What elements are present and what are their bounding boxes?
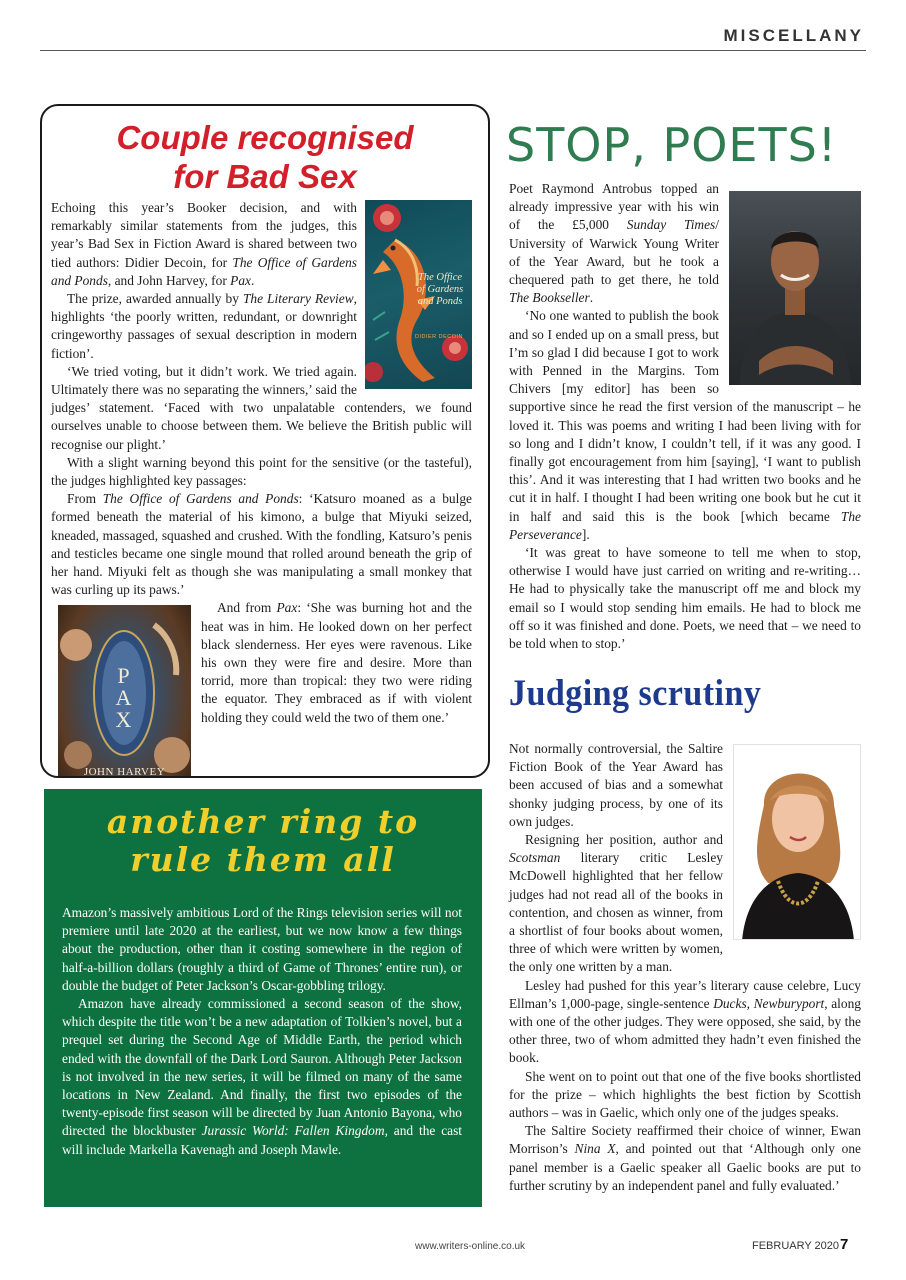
raymond-antrobus-photo	[729, 191, 861, 385]
poets-title: STOP, POETS!	[506, 118, 838, 172]
poets-p3: ‘It was great to have someone to tell me when to stop, otherwise I would have just carried on writing and re-writing… He had to physically take the manuscript off me and block my email so I would stop sending him emails. He had to block me off so it was finished and done. Poets, we need that – we need to be told when to stop.’	[509, 545, 861, 652]
poets-article	[509, 180, 861, 653]
ring-title	[44, 803, 482, 879]
poets-p2-end: ].	[581, 526, 590, 542]
poets-p1: Poet Raymond Antrobus topped an already impressive year with his win of the £5,000	[509, 181, 719, 233]
office-cover-title: The Office of Gardens and Ponds	[416, 272, 464, 307]
bad-sex-p5: From	[67, 491, 103, 507]
ring-title-line2: rule them all	[130, 840, 396, 879]
section-label: MISCELLANY	[723, 26, 864, 45]
bad-sex-p1-cont: , and John Harvey, for	[107, 272, 231, 288]
book-title: Pax	[230, 272, 251, 288]
portrait-illustration	[729, 191, 861, 385]
newspaper-title: Sunday Times	[626, 217, 716, 233]
ring-p2-cont: , and the cast will include Markella Kavenagh and Joseph Mawle.	[62, 1123, 463, 1157]
judging-p1: Not normally controversial, the Saltire Fiction Book of the Year Award has been accused of bias and a somewhat shonky judging process, by one of its own judges.	[509, 741, 723, 829]
bad-sex-article	[40, 104, 490, 778]
bad-sex-title	[42, 118, 488, 196]
bad-sex-p2-cont: , highlights ‘the poorly written, redundant, or downright cringeworthy passages of sexual description in modern fiction’.	[51, 291, 357, 361]
pax-cover	[58, 605, 191, 778]
office-cover-author: DIDIER DECOIN	[414, 334, 464, 340]
footer-date: FEBRUARY 2020	[752, 1240, 840, 1252]
lesley-mcdowell-photo	[733, 744, 861, 940]
film-title: Jurassic World: Fallen Kingdom	[201, 1123, 385, 1139]
bad-sex-title-line1: Couple recognised	[116, 119, 414, 156]
pax-excerpt: : ‘She was burning hot and the heat was in him. He looked down on her perfect black slenderness. Her eyes were ravenous. Like his own they were fire and desire. More than torrid, more than tropical: they two were riding the equator. They embraced as if with violent holding they could weld the two of them one.’	[201, 600, 472, 725]
header-rule	[40, 50, 866, 51]
poets-p1-cont: / University of Warwick Young Writer of the Year Award, but he took a chequered path to get there, he told	[509, 217, 719, 288]
pax-cover-author: JOHN HARVEY	[83, 766, 166, 778]
judging-p3: Lesley had pushed for this year’s literary cause celebre, Lucy Ellman’s 1,000-page, single-sentence	[509, 977, 861, 1011]
book-title: Nina X	[574, 1141, 616, 1157]
newspaper-title: Scotsman	[509, 850, 561, 866]
bad-sex-p2: The prize, awarded annually by	[67, 291, 243, 307]
judging-p2: Resigning her position, author and	[525, 832, 723, 848]
judging-title: Judging scrutiny	[509, 673, 762, 714]
bad-sex-title-line2: for Bad Sex	[173, 158, 357, 195]
bad-sex-p3: ‘We tried voting, but it didn’t work. We tried again. Ultimately there was no separating the winners,’ said the judges’ statement. ‘Faced with two unpalatable contenders, we found ourselves unable to choose between them. We believe the British public will recognise our plight.’	[51, 363, 472, 452]
book-title: The Office of Gardens and Ponds	[102, 491, 299, 507]
book-title: Ducks, Newburyport	[713, 995, 825, 1011]
judging-p2-cont: literary critic Lesley McDowell highlighted that her fellow judges had not read all of the books in contention, and chosen as winner, from a shortlist of four books about women, three of which were written by women, the only one written by a man.	[509, 850, 723, 975]
bad-sex-p4: With a slight warning beyond this point for the sensitive (or the tasteful), the judges highlighted key passages:	[51, 454, 472, 489]
ring-p2: Amazon have already commissioned a second season of the show, which despite the title won’t be a new adaptation of Tolkien’s novel, but a prequel set during the Second Age of Middle Earth, the period which ended with the downfall of the Dark Lord Sauron. Although Peter Jackson is not involved in the new series, it will be filmed on many of the same locations in New Zealand. And finally, the first two episodes of the twenty-episode first season will be directed by Juan Antonio Bayona, who directed the blockbuster	[62, 996, 462, 1139]
bad-sex-p6: And from	[217, 600, 277, 616]
magazine-title: The Literary Review	[242, 291, 354, 307]
poets-p1-end: .	[589, 290, 594, 306]
office-excerpt: : ‘Katsuro moaned as a bulge formed beneath the material of his kimono, a bulge that Miyuki seized, kneaded, massaged, squashed and crushed. With the fondling, Katsuro’s penis and testicles became one single mound that rolled around beneath the grip of her hand. Miyuki felt as though she was manipulating a small monkey that was curling up its paws.’	[51, 491, 472, 598]
footer-url: www.writers-online.co.uk	[415, 1241, 526, 1252]
ring-article	[44, 789, 482, 1207]
bad-sex-p1-end: .	[250, 272, 255, 288]
judging-p5-cont: , and pointed out that ‘Although only one panel member is a Gaelic speaker all Gaelic books are put to further scrutiny by an independent panel and fully evaluated.’	[509, 1141, 861, 1193]
bad-sex-p1: Echoing this year’s Booker decision, and with remarkably similar statements from the judges, this year’s Bad Sex in Fiction Award is shared between two tied authors: Didier Decoin, for	[51, 200, 357, 270]
judging-article	[509, 740, 861, 1195]
magazine-title: The Bookseller	[509, 290, 590, 306]
judging-p5: The Saltire Society reaffirmed their choice of winner, Ewan Morrison’s	[509, 1123, 861, 1157]
pax-cover-title: PAX	[115, 663, 134, 733]
page-number: 7	[840, 1236, 849, 1253]
judging-p4: She went on to point out that one of the five books shortlisted for the prize – which highlights the best fiction by Scottish authors – was in Gaelic, which only one of the judges speaks.	[509, 1068, 861, 1121]
judging-p3-cont: , along with one of the other judges. They were opposed, she said, by the other three, two of whom admitted they hadn’t even finished the book.	[509, 995, 861, 1066]
ring-title-line1: another ring to	[106, 802, 420, 841]
bad-sex-body	[51, 199, 472, 778]
poets-p2: ‘No one wanted to publish the book and so I ended up on a small press, but I’m so glad I did because I got to work with Penned in the Margins. Tom Chivers [my editor] has been so supportive since he read the first version of the manuscript – he loved it. This was poems and writing I had been living with for so long and I didn’t know, I couldn’t tell, if it was any good. I finally got encouragement from him [saying], ‘I want to publish this’. And it was interesting that I had written two books and he cut it in half. I thought I had been writing one book but he cut it in half and said this is the book [which became	[509, 308, 861, 524]
book-title: Pax	[276, 600, 298, 616]
ring-p1: Amazon’s massively ambitious Lord of the Rings television series will not premiere until late 2020 at the earliest, but we now know a few things about the production, other than it costing somewhere in the region of half-a-billion dollars (roughly a third of Game of Thrones’ entire run), or double the budget of Peter Jackson’s Oscar-gobbling trilogy.	[62, 905, 462, 993]
office-of-gardens-cover	[365, 200, 472, 389]
book-title: The Office of Gardens and Ponds	[51, 254, 358, 288]
book-title: The Perseverance	[509, 508, 861, 542]
ring-body	[62, 904, 462, 1159]
portrait-illustration	[734, 745, 861, 940]
